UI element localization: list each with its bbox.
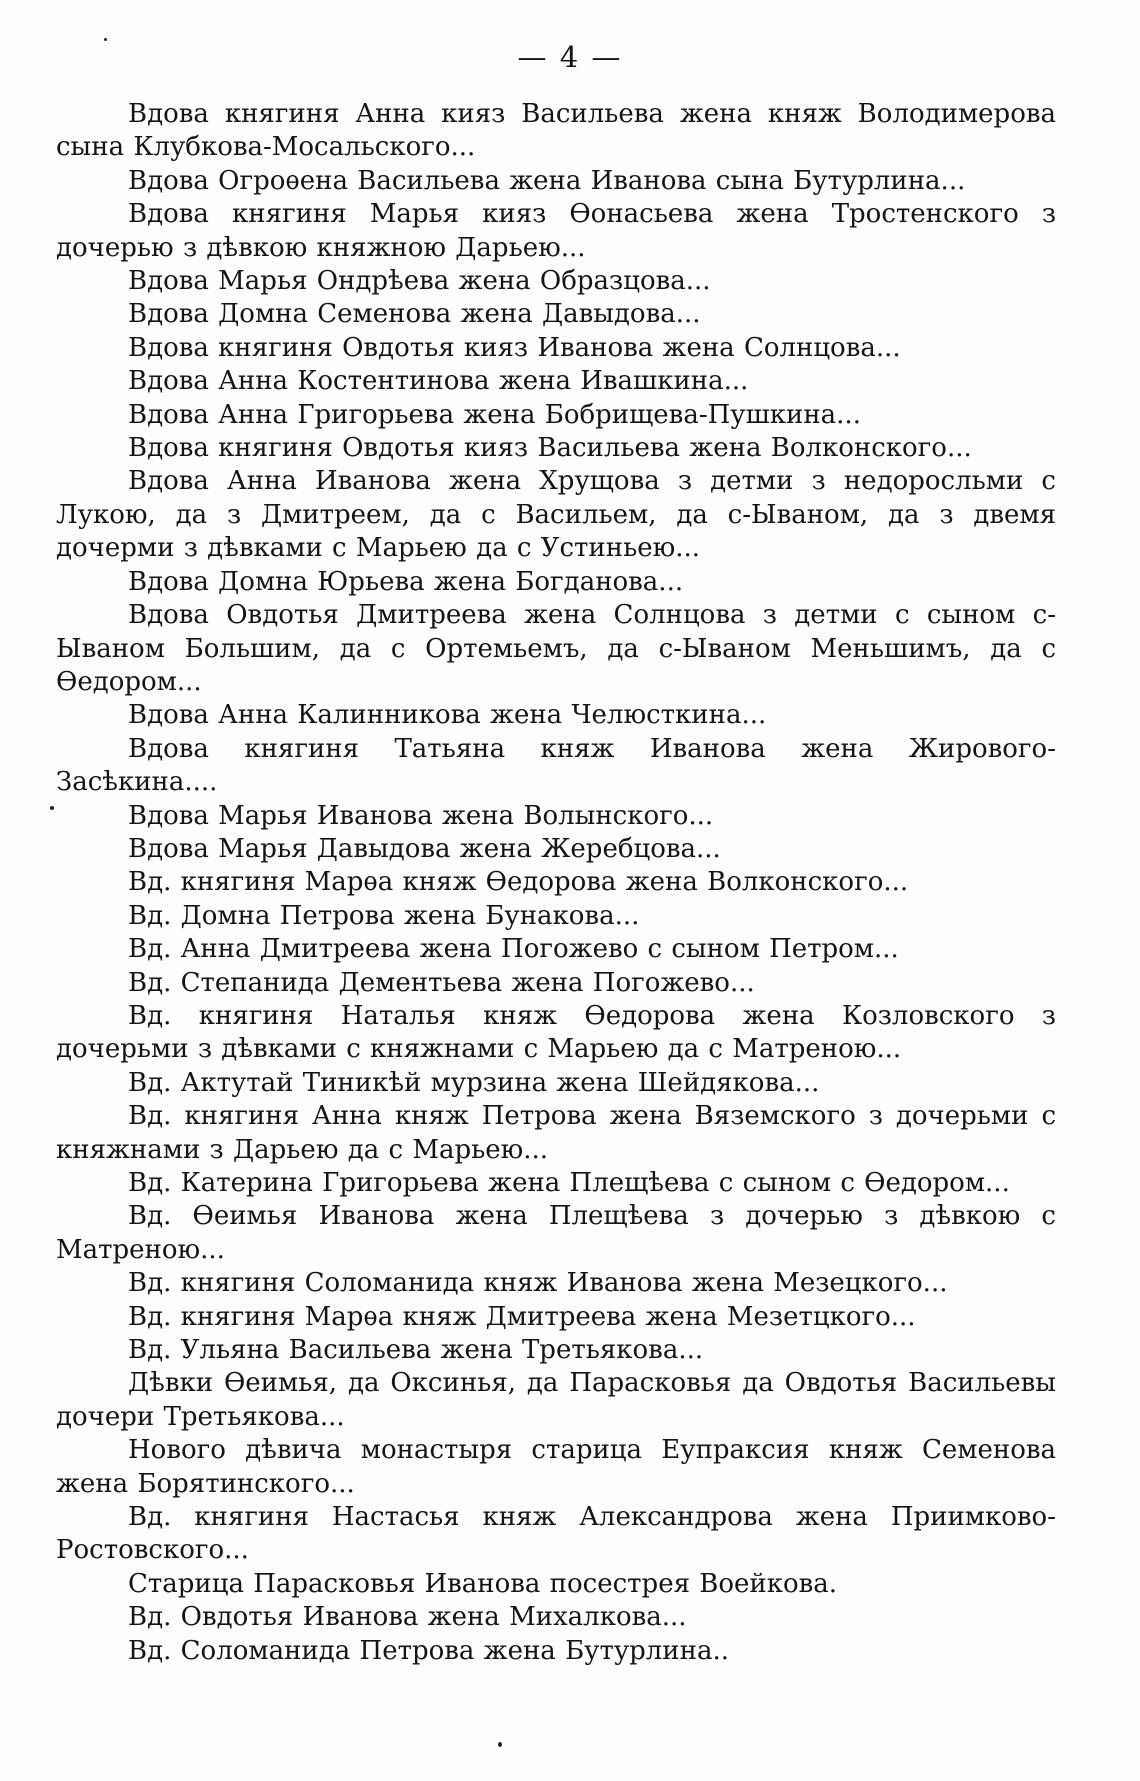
paragraph: Вдова Марья Иванова жена Волынского... xyxy=(128,800,714,831)
paragraph: Вдова Домна Юрьева жена Богданова... xyxy=(128,566,684,597)
paragraph: Вдова Анна Калинникова жена Челюсткина... xyxy=(128,700,767,731)
paragraph: Дѣвки Ѳеимья, да Оксинья, да Парасковья да Овдотья Васильевы дочери Третьякова... xyxy=(56,1368,1056,1432)
paragraph: Вд. Ѳеимья Иванова жена Плещѣева з дочерью з дѣвкою с Матреною... xyxy=(56,1201,1056,1265)
paragraph: Вд. княгиня Анна княж Петрова жена Вяземского з дочерьми с княжнами з Дарьею да с Марьею... xyxy=(56,1101,1056,1165)
paragraph: Вдова Анна Иванова жена Хрущова з детми з недоросльми с Лукою, да з Дмитреем, да с Васильем, да с-Ываном, да з двемя дочерми з дѣвками с Марьею да с Устиньею... xyxy=(56,466,1056,564)
paragraph: Вдова княгиня Овдотья кияз Васильева жена Волконского... xyxy=(128,433,972,464)
paragraph: Вд. Актутай Тиникѣй мурзина жена Шейдякова... xyxy=(128,1067,820,1098)
paragraph: Вд. княгиня Марѳа княж Ѳедорова жена Волконского... xyxy=(128,867,909,898)
paragraph: Вдова Домна Семенова жена Давыдова... xyxy=(128,299,701,330)
paragraph: Вдова Анна Костентинова жена Ивашкина... xyxy=(128,366,749,397)
paragraph: Вдова княгиня Овдотья кияз Иванова жена Солнцова... xyxy=(128,332,901,363)
paragraph: Нового дѣвича монастыря старица Еупраксия княж Семенова жена Борятинского... xyxy=(56,1435,1056,1499)
paragraph: Вд. княгиня Соломанида княж Иванова жена Мезецкого... xyxy=(128,1268,948,1299)
paragraph: Вд. княгиня Наталья княж Ѳедорова жена Козловского з дочерьми з дѣвками с княжнами с Марьею да с Матреною... xyxy=(56,1000,1056,1065)
paragraph: Вдова Марья Давыдова жена Жеребцова... xyxy=(128,833,721,864)
print-speck xyxy=(498,1742,502,1747)
paragraph: Вд. Ульяна Васильева жена Третьякова... xyxy=(128,1335,704,1366)
paragraph: Вд. княгиня Настасья княж Александрова жена Приимково-Ростовского... xyxy=(56,1502,1056,1566)
paragraph: Вд. Степанида Дементьева жена Погожево... xyxy=(128,967,755,998)
print-speck xyxy=(50,806,54,810)
paragraph: Старица Парасковья Иванова посестрея Воейкова. xyxy=(128,1568,838,1599)
paragraph: Вдова Анна Григорьева жена Бобрищева-Пушкина... xyxy=(128,399,861,430)
paragraph: Вдова Овдотья Дмитреева жена Солнцова з детми с сыном с-Ываном Большим, да с Ортемьемъ, да с-Ываном Меньшимъ, да с Ѳедором... xyxy=(56,600,1056,697)
page-number: — 4 — xyxy=(517,40,623,74)
print-speck xyxy=(104,38,107,41)
paragraph: Вдова Огроѳена Васильева жена Иванова сына Бутурлина... xyxy=(128,165,966,196)
paragraph: Вд. Домна Петрова жена Бунакова... xyxy=(128,900,640,931)
paragraph: Вдова княгиня Татьяна княж Иванова жена Жирового-Засѣкина.... xyxy=(56,733,1056,798)
paragraph: Вд. Анна Дмитреева жена Погожево с сыном Петром... xyxy=(128,934,899,965)
paragraph: Вд. Овдотья Иванова жена Михалкова... xyxy=(128,1602,687,1633)
paragraph: Вдова княгиня Анна кияз Васильева жена княж Володимерова сына Клубкова-Мосальского... xyxy=(56,99,1056,163)
paragraph: Вд. княгиня Марѳа княж Дмитреева жена Мезетцкого... xyxy=(128,1301,916,1332)
paragraph: Вдова Марья Ондрѣева жена Образцова... xyxy=(128,266,711,297)
paragraph: Вд. Катерина Григорьева жена Плещѣева с сыном с Ѳедором... xyxy=(128,1168,1010,1198)
paragraph: Вд. Соломанида Петрова жена Бутурлина.. xyxy=(128,1635,729,1666)
document-body xyxy=(56,98,1056,1668)
paragraph: Вдова княгиня Марья кияз Ѳонасьева жена Тростенского з дочерью з дѣвкою княжною Дарьею... xyxy=(56,199,1056,263)
